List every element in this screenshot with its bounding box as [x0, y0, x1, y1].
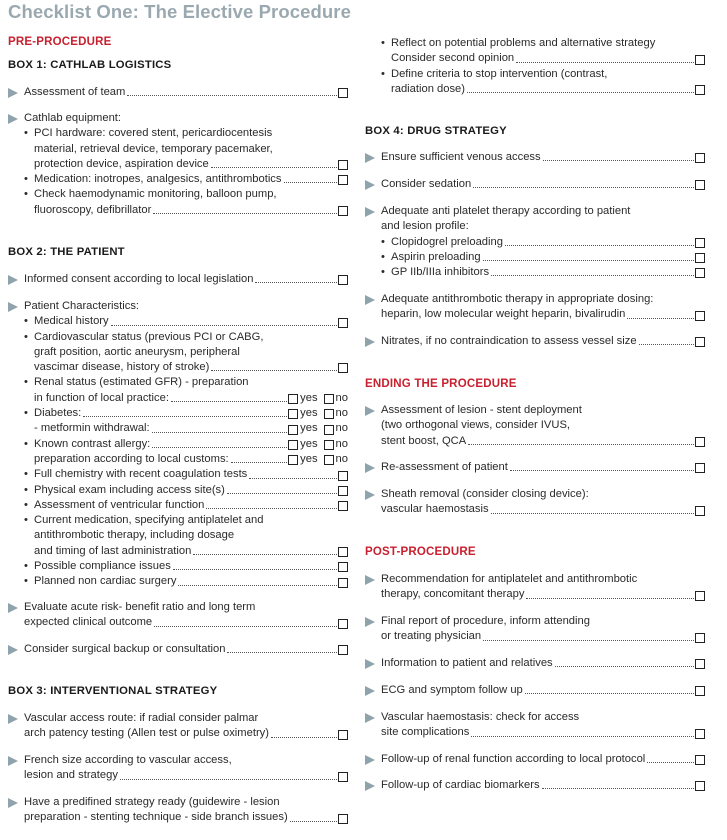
bullet-icon: •	[24, 376, 28, 389]
arrow-icon	[365, 153, 375, 163]
checkbox-no[interactable]	[324, 394, 334, 404]
checkbox-no[interactable]	[324, 455, 334, 465]
bullet-icon: •	[381, 37, 385, 49]
checkbox[interactable]	[338, 160, 348, 170]
arrow-icon	[365, 295, 375, 305]
checkbox[interactable]	[695, 253, 705, 263]
bullet-icon: •	[24, 514, 28, 527]
checkbox[interactable]	[695, 755, 705, 765]
box1-title: BOX 1: CATHLAB LOGISTICS	[8, 59, 172, 71]
checkbox[interactable]	[338, 547, 348, 557]
checkbox[interactable]	[695, 506, 705, 516]
checkbox[interactable]	[695, 437, 705, 447]
checkbox[interactable]	[338, 275, 348, 285]
box3-title: BOX 3: INTERVENTIONAL STRATEGY	[8, 685, 218, 697]
checkbox[interactable]	[338, 578, 348, 588]
checkbox[interactable]	[695, 180, 705, 190]
bullet-icon: •	[24, 560, 28, 573]
bullet-icon: •	[24, 498, 28, 511]
bullet-icon: •	[24, 330, 28, 343]
bullet-icon: •	[24, 315, 28, 328]
checkbox[interactable]	[338, 645, 348, 655]
arrow-icon	[365, 755, 375, 765]
bullet-icon: •	[24, 483, 28, 496]
arrow-icon	[365, 713, 375, 723]
checkbox[interactable]	[338, 501, 348, 511]
arrow-icon	[365, 575, 375, 585]
checkbox[interactable]	[695, 591, 705, 601]
checkbox[interactable]	[695, 337, 705, 347]
arrow-icon	[8, 603, 18, 613]
checkbox[interactable]	[695, 238, 705, 248]
checkbox[interactable]	[695, 55, 705, 65]
checkbox[interactable]	[695, 659, 705, 669]
checkbox[interactable]	[695, 311, 705, 321]
checkbox[interactable]	[695, 463, 705, 473]
arrow-icon	[8, 798, 18, 808]
checkbox-no[interactable]	[324, 440, 334, 450]
checkbox[interactable]	[695, 85, 705, 95]
arrow-icon	[365, 337, 375, 347]
box2-title: BOX 2: THE PATIENT	[8, 246, 125, 258]
arrow-icon	[365, 406, 375, 416]
yes-no-choice: yes no	[288, 452, 348, 467]
bullet-icon: •	[24, 188, 28, 201]
checkbox[interactable]	[338, 206, 348, 216]
checkbox[interactable]	[695, 729, 705, 739]
checkbox[interactable]	[695, 268, 705, 278]
arrow-icon	[8, 88, 18, 98]
checkbox[interactable]	[338, 772, 348, 782]
checkbox[interactable]	[695, 686, 705, 696]
yes-no-choice: yes no	[288, 391, 348, 406]
checkbox[interactable]	[338, 363, 348, 373]
bullet-icon: •	[24, 575, 28, 588]
bullet-icon: •	[381, 235, 385, 248]
arrow-icon	[365, 490, 375, 500]
bullet-icon: •	[381, 250, 385, 263]
arrow-icon	[8, 275, 18, 285]
checkbox-yes[interactable]	[288, 409, 298, 419]
yes-no-choice: yes no	[288, 406, 348, 421]
checkbox[interactable]	[695, 153, 705, 163]
bullet-icon: •	[24, 173, 28, 186]
checkbox[interactable]	[695, 633, 705, 643]
bullet-icon: •	[24, 468, 28, 481]
checkbox-no[interactable]	[324, 409, 334, 419]
arrow-icon	[8, 114, 18, 124]
arrow-icon	[365, 463, 375, 473]
checkbox-yes[interactable]	[288, 425, 298, 435]
bullet-icon: •	[381, 266, 385, 279]
page-title: Checklist One: The Elective Procedure	[8, 1, 351, 22]
arrow-icon	[365, 686, 375, 696]
box4-title: BOX 4: DRUG STRATEGY	[365, 125, 507, 137]
checkbox[interactable]	[338, 471, 348, 481]
checkbox-no[interactable]	[324, 425, 334, 435]
section-ending-procedure: ENDING THE PROCEDURE	[365, 378, 517, 390]
checkbox-yes[interactable]	[288, 440, 298, 450]
arrow-icon	[365, 659, 375, 669]
checkbox[interactable]	[338, 814, 348, 824]
checkbox[interactable]	[695, 781, 705, 791]
checkbox[interactable]	[338, 619, 348, 629]
section-post-procedure: POST-PROCEDURE	[365, 546, 476, 558]
bullet-icon: •	[24, 437, 28, 450]
yes-no-choice: yes no	[288, 437, 348, 452]
bullet-icon: •	[24, 407, 28, 420]
bullet-icon: •	[381, 67, 385, 80]
arrow-icon	[365, 617, 375, 627]
checkbox[interactable]	[338, 562, 348, 572]
section-pre-procedure: PRE-PROCEDURE	[8, 36, 112, 48]
arrow-icon	[8, 714, 18, 724]
arrow-icon	[365, 207, 375, 217]
checkbox[interactable]	[338, 730, 348, 740]
arrow-icon	[8, 302, 18, 312]
arrow-icon	[365, 781, 375, 791]
bullet-icon: •	[24, 127, 28, 140]
checkbox[interactable]	[338, 88, 348, 98]
arrow-icon	[8, 756, 18, 766]
yes-no-choice: yes no	[288, 421, 348, 436]
checkbox[interactable]	[338, 318, 348, 328]
arrow-icon	[8, 645, 18, 655]
arrow-icon	[365, 180, 375, 190]
checkbox[interactable]	[338, 486, 348, 496]
checkbox-yes[interactable]	[288, 455, 298, 465]
checkbox[interactable]	[338, 175, 348, 185]
checkbox-yes[interactable]	[288, 394, 298, 404]
